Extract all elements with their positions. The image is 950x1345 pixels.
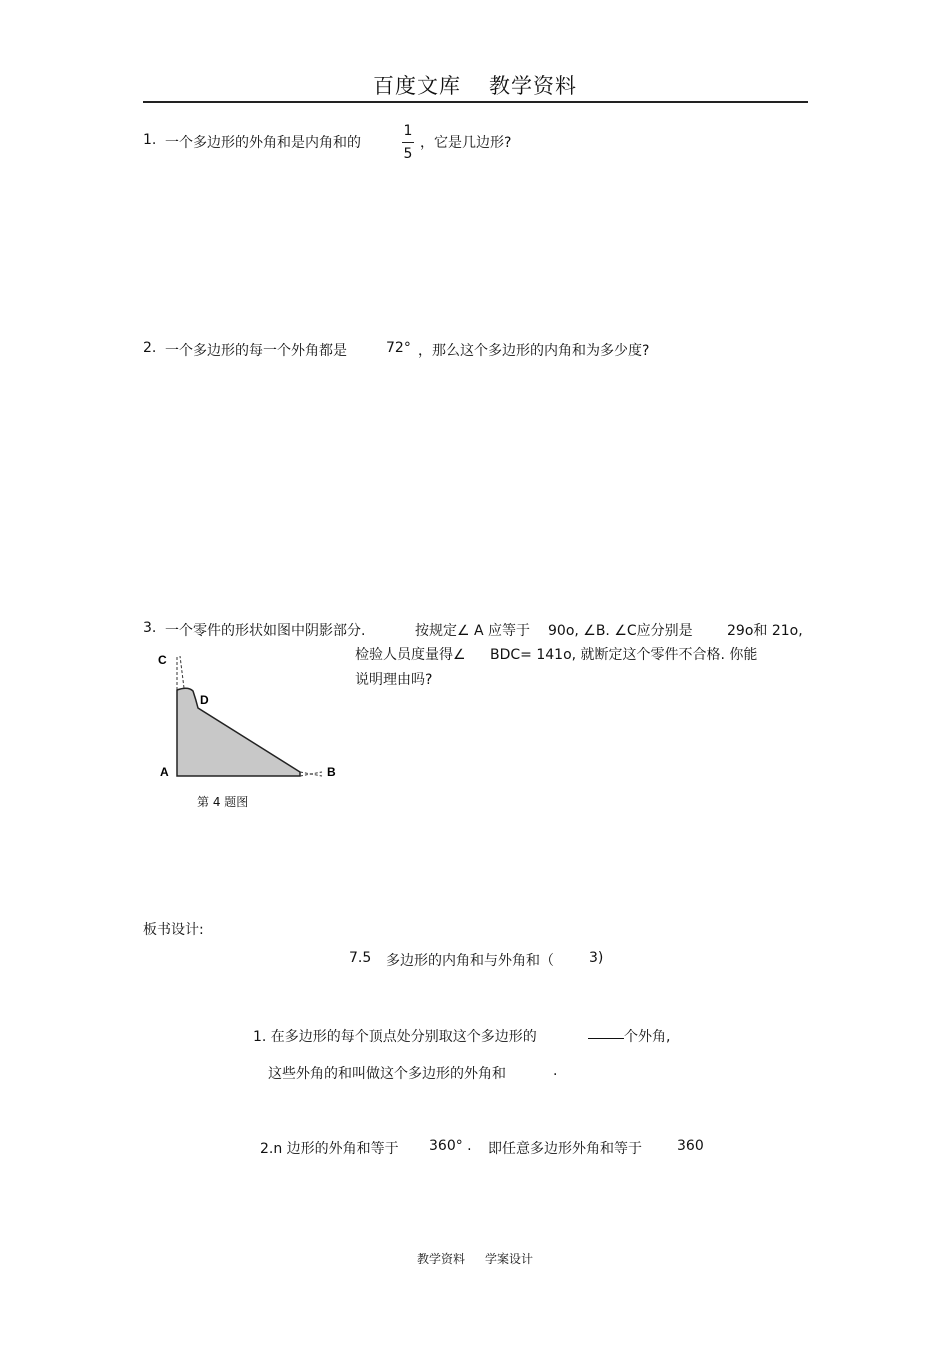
header-left: 百度文库 <box>373 74 461 98</box>
q1-text-after: ，它是几边形? <box>420 135 512 151</box>
q3-line2: 检验人员度量得∠ <box>355 647 466 663</box>
q2-number: 2. <box>143 340 157 356</box>
q3-line1d: 29o和 21o, <box>727 623 803 639</box>
label-b: B <box>327 765 336 779</box>
board-title-number: 7.5 <box>349 950 372 966</box>
header-right: 教学资料 <box>489 74 577 98</box>
extension-line-c2 <box>180 656 184 688</box>
figure-caption: 第 4 题图 <box>197 795 249 809</box>
label-a: A <box>160 765 169 779</box>
board-title-end: 3) <box>589 950 604 966</box>
board-title: 多边形的内角和与外角和（ <box>386 953 554 969</box>
board-heading: 板书设计: <box>143 922 204 938</box>
board-item2: 2.n 边形的外角和等于 <box>260 1141 399 1157</box>
q2-text: 一个多边形的每一个外角都是 <box>165 343 347 359</box>
q2-text-after: ，那么这个多边形的内角和为多少度? <box>418 343 650 359</box>
q2-value: 72° <box>386 340 411 356</box>
board-item1-period: . <box>553 1063 558 1079</box>
page-header <box>0 70 950 100</box>
q1-number: 1. <box>143 132 157 148</box>
fraction-bar <box>402 142 414 143</box>
q3-line3: 说明理由吗? <box>355 672 433 688</box>
fraction-denominator: 5 <box>403 146 413 162</box>
footer-left: 教学资料 <box>416 1252 465 1266</box>
q1-text: 一个多边形的外角和是内角和的 <box>165 135 361 151</box>
q3-figure <box>150 648 350 818</box>
shaded-part <box>177 688 300 776</box>
board-item1-line2: 这些外角的和叫做这个多边形的外角和 <box>268 1066 506 1082</box>
footer-right: 学案设计 <box>485 1252 534 1266</box>
q3-number: 3. <box>143 620 157 636</box>
board-item2-value: 360° . <box>429 1138 472 1154</box>
header-rule <box>143 101 808 103</box>
q3-line1b: 按规定∠ A 应等于 <box>415 623 531 639</box>
board-item1-blank <box>586 1026 626 1043</box>
page-footer <box>0 1250 950 1267</box>
extension-line-b2 <box>300 772 322 776</box>
fraction-numerator: 1 <box>403 123 413 139</box>
q3-line2b: BDC= 141o, 就断定这个零件不合格. 你能 <box>490 647 758 663</box>
label-d: D <box>200 693 209 707</box>
q1-fraction <box>402 122 414 163</box>
q3-line1c: 90o, ∠B. ∠C应分别是 <box>548 623 693 639</box>
board-item1: 1. 在多边形的每个顶点处分别取这个多边形的 <box>253 1029 537 1045</box>
board-item1-end: 个外角, <box>624 1029 671 1045</box>
label-c: C <box>158 653 167 667</box>
board-item2-end: 360 <box>677 1138 704 1154</box>
q3-line1: 一个零件的形状如图中阴影部分. <box>165 623 366 639</box>
board-item2-text: 即任意多边形外角和等于 <box>488 1141 642 1157</box>
